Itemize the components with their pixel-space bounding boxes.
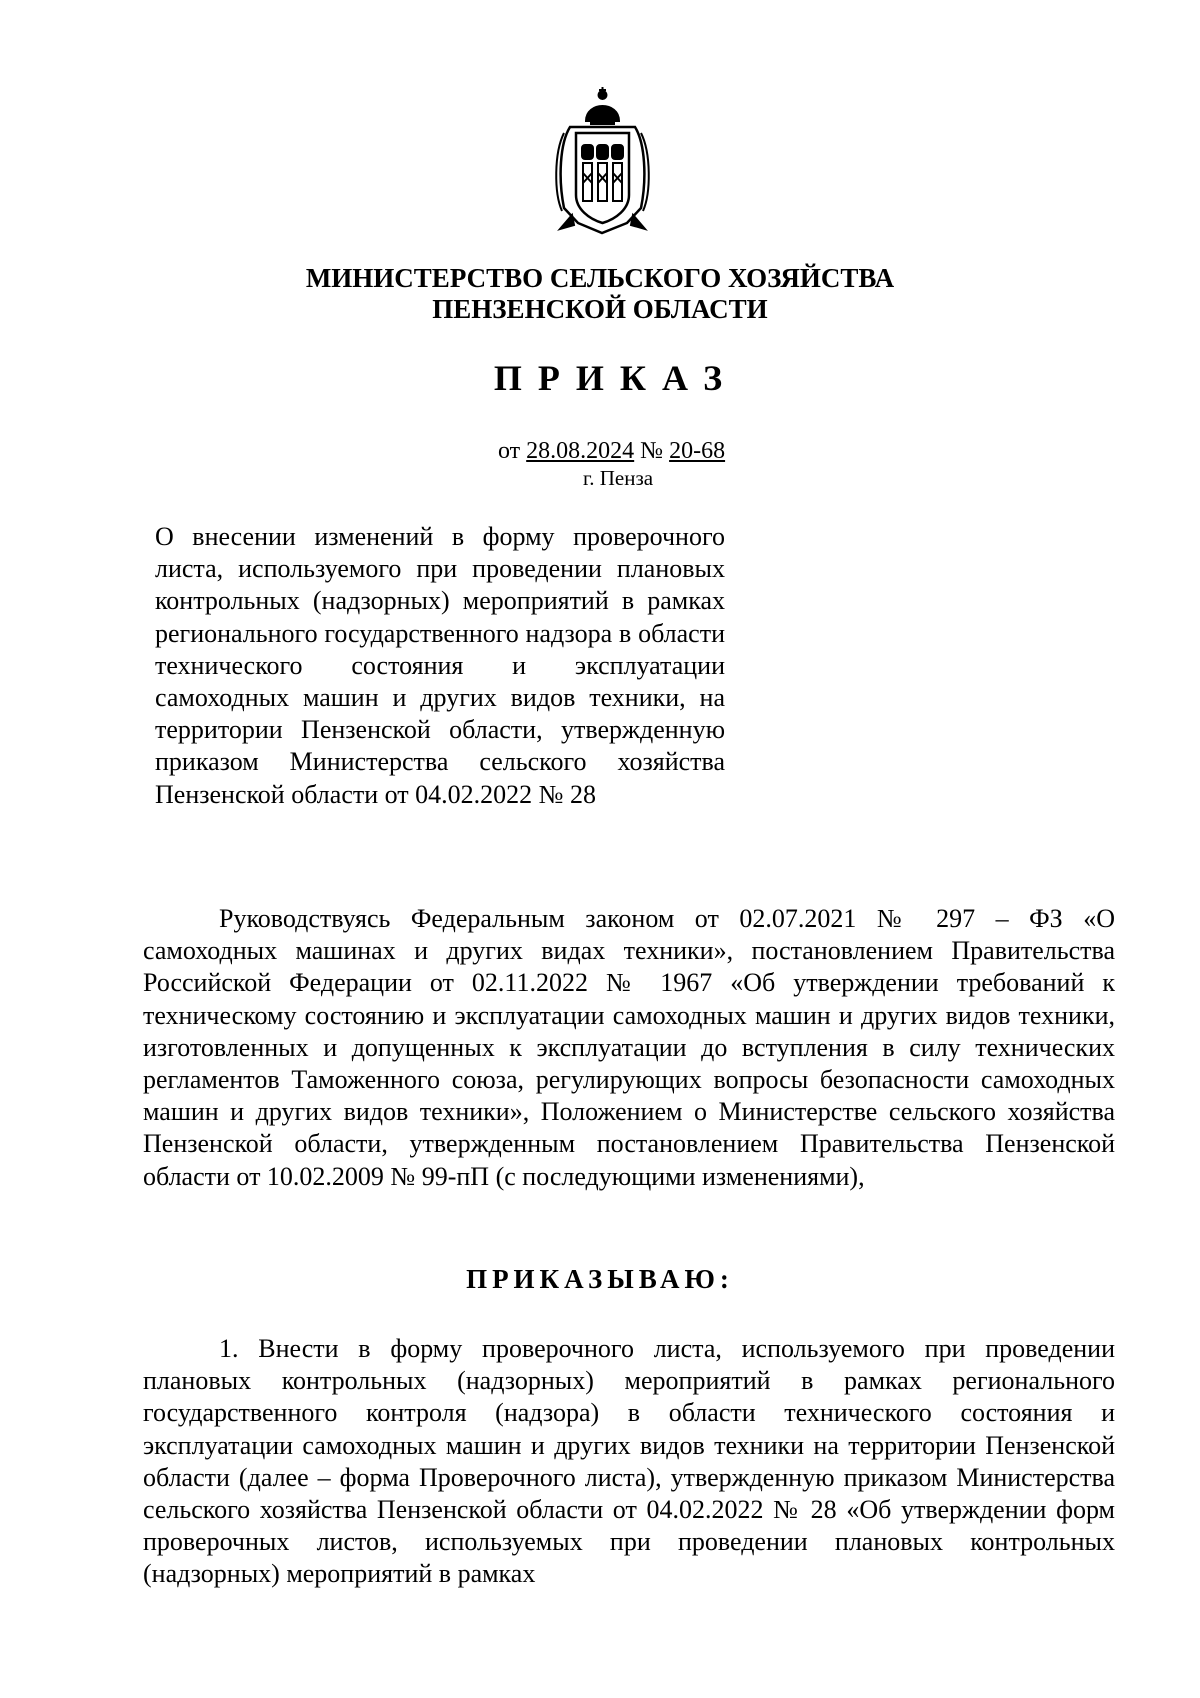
document-date: 28.08.2024	[526, 438, 635, 464]
document-city: г. Пенза	[583, 466, 654, 490]
document-number: 20-68	[669, 438, 726, 464]
ministry-name-line1: МИНИСТЕРСТВО СЕЛЬСКОГО ХОЗЯЙСТВА	[305, 263, 895, 293]
number-label: №	[640, 438, 664, 464]
ministry-name-line2: ПЕНЗЕНСКОЙ ОБЛАСТИ	[432, 294, 768, 324]
from-label: от	[498, 438, 521, 464]
document-subject: О внесении изменений в форму проверочного листа, используемого при проведении плановых контрольных (надзорных) мероприятий в рамках регионального государственного надзора в области технического состояния и эксплуатации самоходных машин и других видов техники, на территории Пензенской области, утвержденную приказом Министерства сельского хозяйства Пензенской области от 04.02.2022 № 28	[155, 522, 725, 809]
order-verb-heading: ПРИКАЗЫВАЮ:	[466, 1264, 734, 1294]
preamble-paragraph: Руководствуясь Федеральным законом от 02.07.2021 № 297 – ФЗ «О самоходных машинах и других видах техники», постановлением Правительства Российской Федерации от 02.11.2022 № 1967 «Об утверждении требований к техническому состоянию и эксплуатации самоходных машин и других видов техники, изготовленных и допущенных к эксплуатации до вступления в силу технических регламентов Таможенного союза, регулирующих вопросы безопасности самоходных машин и других видов техники», Положением о Министерстве сельского хозяйства Пензенской области, утвержденным постановлением Правительства Пензенской области от 10.02.2009 № 99-пП (с последующими изменениями),	[143, 904, 1115, 1191]
document-type-title: ПРИКАЗ	[493, 358, 739, 398]
document-date-number	[498, 437, 725, 465]
coat-of-arms-emblem	[550, 83, 655, 236]
ministry-name	[0, 263, 1200, 325]
order-item-1: 1. Внести в форму проверочного листа, используемого при проведении плановых контрольных (надзорных) мероприятий в рамках регионального государственного контроля (надзора) в области технического состояния и эксплуатации самоходных машин и других видов техники на территории Пензенской области (далее – форма Проверочного листа), утвержденную приказом Министерства сельского хозяйства Пензенской области от 04.02.2022 № 28 «Об утверждении форм проверочных листов, используемых при проведении плановых контрольных (надзорных) мероприятий в рамках	[143, 1334, 1115, 1589]
